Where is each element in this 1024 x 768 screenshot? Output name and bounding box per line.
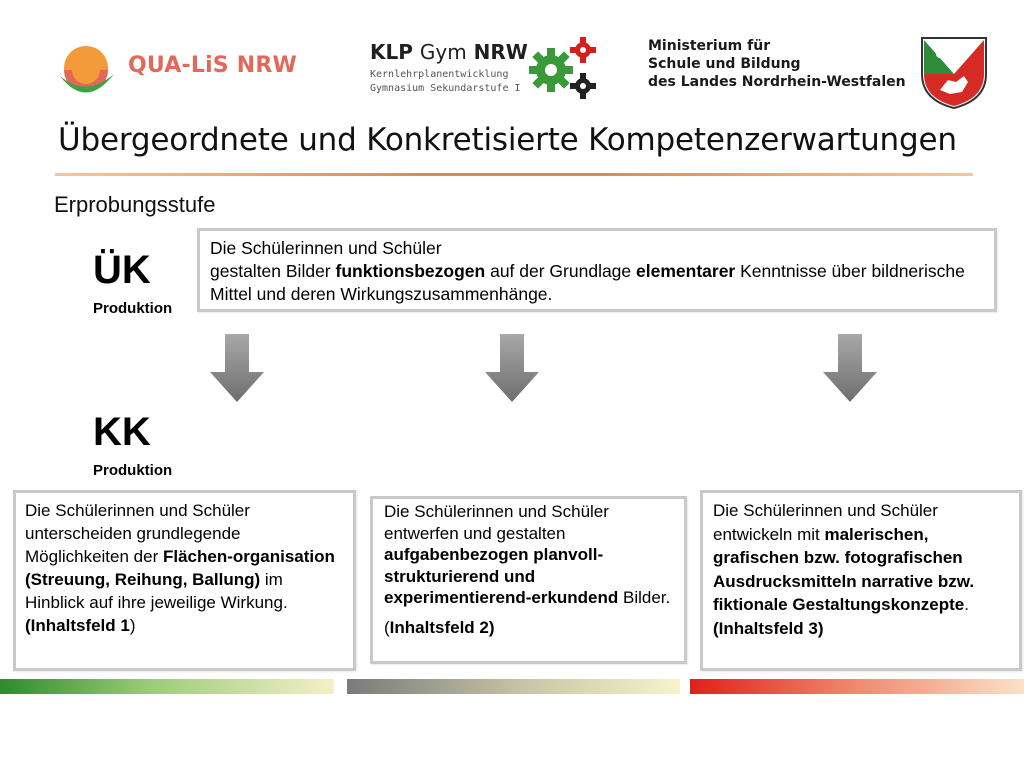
- gears-icon: [525, 36, 605, 106]
- uk-sublabel: Produktion: [93, 300, 173, 317]
- kk-box-2-field: (Inhaltsfeld 2): [384, 617, 495, 637]
- down-arrow-icon: [485, 334, 539, 404]
- uk-label: ÜK: [93, 248, 151, 292]
- footer-bar-green: [0, 679, 334, 694]
- kk-box-inhaltsfeld-2: [370, 496, 687, 664]
- kk-box-inhaltsfeld-3: Die Schülerinnen und Schüler entwickeln mit malerischen, grafischen bzw. fotografischen Ausdrucksmitteln narrative bzw. fiktionale Gestaltungskonzepte. (Inhaltsfeld 3): [700, 490, 1022, 671]
- kk-label: KK: [93, 410, 151, 454]
- title-divider: [55, 173, 973, 176]
- nrw-crest-icon: [920, 36, 988, 110]
- uk-competence-box: [197, 228, 997, 312]
- uk-box-text: gestalten Bilder funktionsbezogen auf der Grundlage elementarer Kenntnisse über bildnerische Mittel und deren Wirkungszusammenhänge.: [210, 261, 965, 304]
- down-arrow-icon: [823, 334, 877, 404]
- kk-box-inhaltsfeld-1: Die Schülerinnen und Schüler unterscheiden grundlegende Möglichkeiten der Flächen-organisation (Streuung, Reihung, Ballung) im Hinblick auf ihre jeweilige Wirkung. (Inhaltsfeld 1): [13, 490, 356, 671]
- uk-box-intro: Die Schülerinnen und Schüler: [210, 238, 442, 258]
- page-title: Übergeordnete und Konkretisierte Kompetenzerwartungen: [58, 122, 957, 158]
- qualis-emblem-icon: [56, 40, 122, 104]
- kk-sublabel: Produktion: [93, 462, 173, 479]
- down-arrow-icon: [210, 334, 264, 404]
- qualis-logo-text: QUA-LiS NRW: [128, 53, 297, 78]
- ministry-logo-text: Ministerium für Schule und Bildung des Landes Nordrhein-Westfalen: [648, 38, 906, 90]
- klp-logo: [370, 40, 610, 102]
- footer-bar-grey: [347, 679, 680, 694]
- kk-box-2-text: Die Schülerinnen und Schüler entwerfen und gestalten aufgabenbezogen planvoll-strukturierend und experimentierend-erkundend Bilder.: [384, 502, 671, 607]
- footer-bar-red: [690, 679, 1024, 694]
- klp-logo-subtitle: Kernlehrplanentwicklung Gymnasium Sekundarstufe I: [370, 69, 521, 94]
- klp-logo-title: KLP Gym NRW: [370, 40, 528, 64]
- qualis-logo: [56, 40, 296, 104]
- stage-label: Erprobungsstufe: [54, 192, 216, 217]
